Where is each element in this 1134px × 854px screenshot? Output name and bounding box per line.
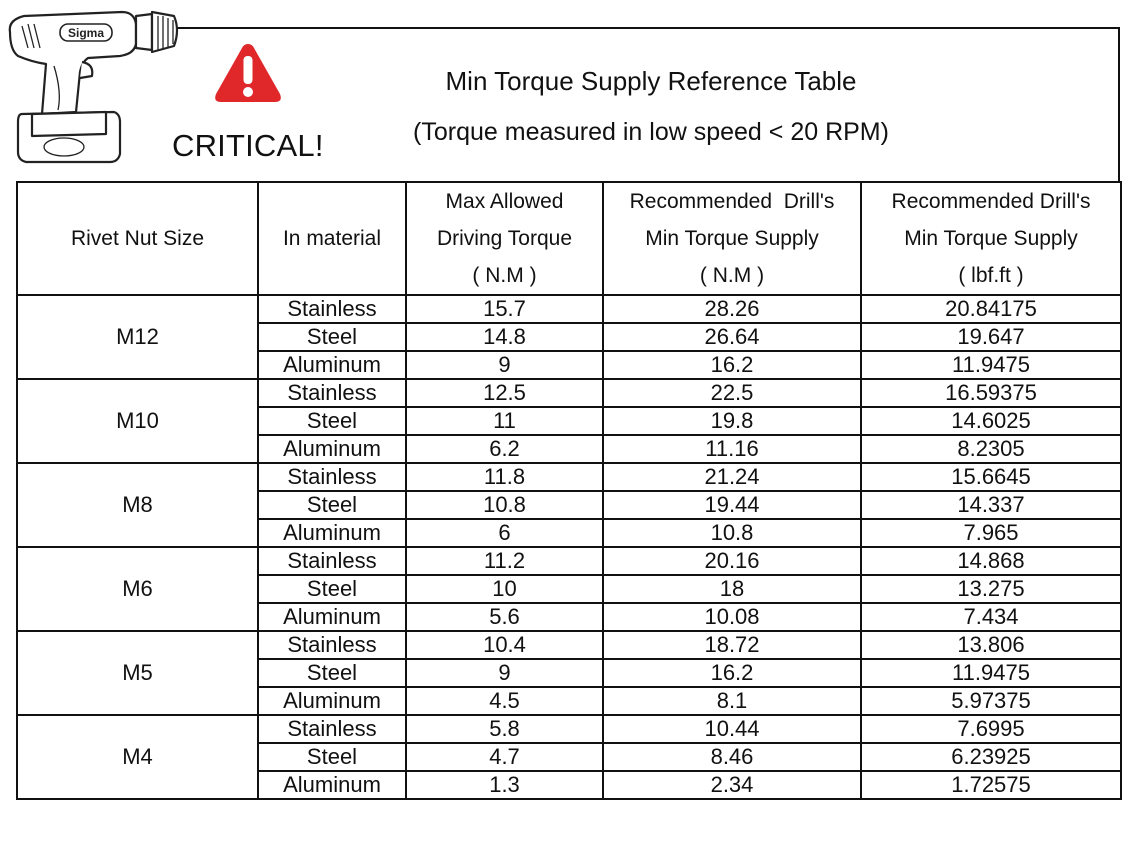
max-torque-cell: 10.8 [406,491,603,519]
material-cell: Stainless [258,295,406,323]
min-supply-nm-cell: 22.5 [603,379,861,407]
max-torque-cell: 10.4 [406,631,603,659]
material-cell: Steel [258,323,406,351]
min-supply-nm-cell: 8.46 [603,743,861,771]
material-cell: Stainless [258,463,406,491]
max-torque-cell: 12.5 [406,379,603,407]
min-supply-nm-cell: 11.16 [603,435,861,463]
material-cell: Stainless [258,631,406,659]
cordless-drill-icon [2,2,182,167]
material-cell: Aluminum [258,603,406,631]
drill-brand-label: Sigma [67,26,105,40]
min-supply-nm-cell: 26.64 [603,323,861,351]
min-supply-lbf-cell: 1.72575 [861,771,1121,799]
min-supply-lbf-cell: 11.9475 [861,351,1121,379]
warning-triangle-icon [213,42,283,104]
max-torque-cell: 11 [406,407,603,435]
max-torque-cell: 11.8 [406,463,603,491]
table-row [17,715,1121,743]
rivet-nut-size-cell: M12 [17,295,258,379]
frame-right-border [1118,27,1120,183]
min-supply-nm-cell: 18.72 [603,631,861,659]
material-cell: Steel [258,743,406,771]
min-supply-lbf-cell: 7.6995 [861,715,1121,743]
min-supply-lbf-cell: 14.868 [861,547,1121,575]
table-row [17,547,1121,575]
max-torque-cell: 4.7 [406,743,603,771]
max-torque-cell: 4.5 [406,687,603,715]
page-title: Min Torque Supply Reference Table [445,66,857,96]
min-supply-nm-cell: 18 [603,575,861,603]
min-supply-lbf-cell: 14.337 [861,491,1121,519]
min-supply-lbf-cell: 19.647 [861,323,1121,351]
min-supply-nm-cell: 10.44 [603,715,861,743]
material-cell: Steel [258,407,406,435]
max-torque-cell: 5.8 [406,715,603,743]
min-supply-lbf-cell: 8.2305 [861,435,1121,463]
min-supply-nm-cell: 8.1 [603,687,861,715]
material-cell: Steel [258,491,406,519]
min-supply-lbf-cell: 6.23925 [861,743,1121,771]
min-supply-nm-cell: 2.34 [603,771,861,799]
material-cell: Stainless [258,715,406,743]
min-supply-lbf-cell: 16.59375 [861,379,1121,407]
max-torque-cell: 9 [406,659,603,687]
min-supply-lbf-cell: 20.84175 [861,295,1121,323]
min-supply-nm-cell: 20.16 [603,547,861,575]
frame-top-border [148,27,1120,29]
max-torque-cell: 10 [406,575,603,603]
col-header-min-supply-lbf: Recommended Drill's Min Torque Supply ( lbf.ft ) [861,182,1121,295]
col-header-rivet-nut-size: Rivet Nut Size [17,182,258,295]
max-torque-cell: 1.3 [406,771,603,799]
min-supply-lbf-cell: 7.965 [861,519,1121,547]
material-cell: Aluminum [258,771,406,799]
table-row [17,631,1121,659]
min-supply-nm-cell: 19.8 [603,407,861,435]
min-supply-nm-cell: 10.08 [603,603,861,631]
table-header-row [17,182,1121,295]
rivet-nut-size-cell: M10 [17,379,258,463]
rivet-nut-size-cell: M6 [17,547,258,631]
min-supply-lbf-cell: 7.434 [861,603,1121,631]
min-supply-nm-cell: 16.2 [603,659,861,687]
table-row [17,379,1121,407]
material-cell: Stainless [258,379,406,407]
min-supply-lbf-cell: 15.6645 [861,463,1121,491]
material-cell: Aluminum [258,687,406,715]
min-supply-nm-cell: 16.2 [603,351,861,379]
min-supply-nm-cell: 28.26 [603,295,861,323]
torque-reference-table [16,181,1122,800]
critical-label: CRITICAL! [172,128,324,163]
max-torque-cell: 6.2 [406,435,603,463]
rivet-nut-size-cell: M5 [17,631,258,715]
min-supply-lbf-cell: 14.6025 [861,407,1121,435]
min-supply-nm-cell: 19.44 [603,491,861,519]
col-header-max-torque: Max Allowed Driving Torque ( N.M ) [406,182,603,295]
col-header-min-supply-nm: Recommended Drill's Min Torque Supply ( N.M ) [603,182,861,295]
max-torque-cell: 15.7 [406,295,603,323]
material-cell: Steel [258,659,406,687]
min-supply-lbf-cell: 13.275 [861,575,1121,603]
min-supply-lbf-cell: 13.806 [861,631,1121,659]
min-supply-lbf-cell: 5.97375 [861,687,1121,715]
min-supply-nm-cell: 21.24 [603,463,861,491]
material-cell: Aluminum [258,519,406,547]
min-supply-lbf-cell: 11.9475 [861,659,1121,687]
material-cell: Steel [258,575,406,603]
rivet-nut-size-cell: M8 [17,463,258,547]
table-row [17,463,1121,491]
col-header-material: In material [258,182,406,295]
max-torque-cell: 14.8 [406,323,603,351]
table-row [17,295,1121,323]
page-subtitle: (Torque measured in low speed < 20 RPM) [413,118,889,146]
material-cell: Stainless [258,547,406,575]
min-supply-nm-cell: 10.8 [603,519,861,547]
material-cell: Aluminum [258,351,406,379]
max-torque-cell: 11.2 [406,547,603,575]
max-torque-cell: 5.6 [406,603,603,631]
max-torque-cell: 6 [406,519,603,547]
material-cell: Aluminum [258,435,406,463]
rivet-nut-size-cell: M4 [17,715,258,799]
max-torque-cell: 9 [406,351,603,379]
